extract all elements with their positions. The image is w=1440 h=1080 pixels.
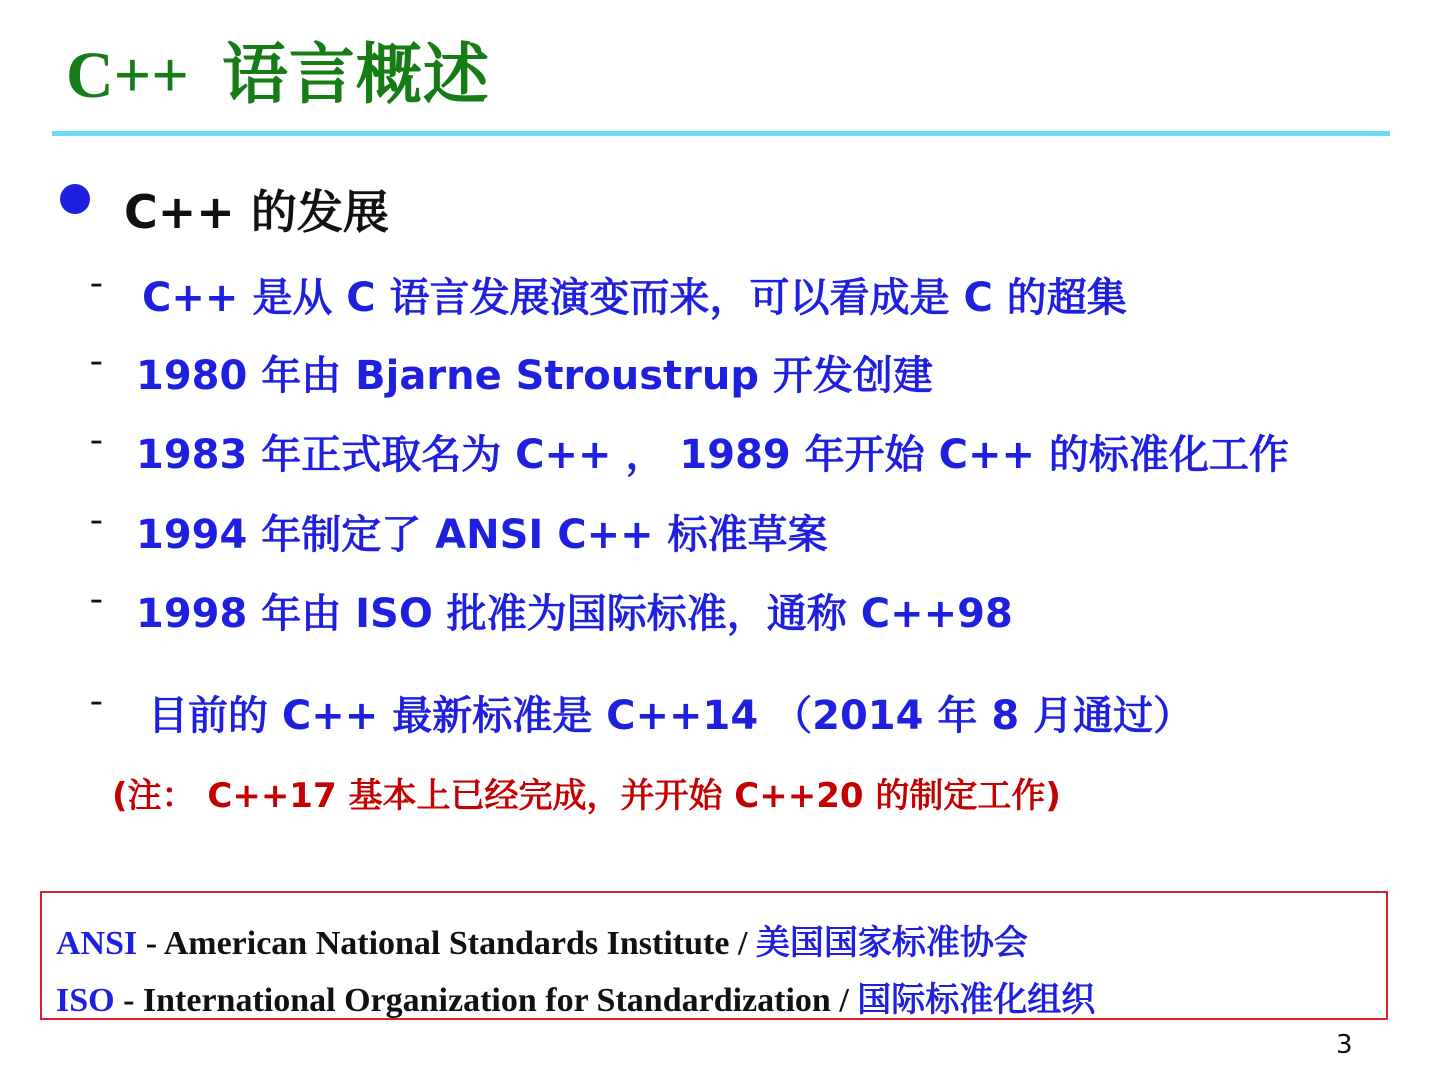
dash-marker: - — [90, 261, 103, 303]
definition-abbr: ANSI — [56, 925, 138, 962]
definition-zh: 美国国家标准协会 — [755, 923, 1028, 963]
section-heading: C++ 的发展 — [124, 185, 389, 239]
bullet-dot-icon — [60, 184, 90, 214]
dash-marker: - — [90, 339, 103, 381]
title-latin: C++ — [66, 39, 189, 112]
definition-text: - International Organization for Standardization / — [114, 982, 858, 1019]
definition-zh: 国际标准化组织 — [857, 980, 1096, 1020]
page-number: 3 — [1336, 1030, 1353, 1060]
definition-ansi — [56, 915, 1028, 964]
title-cjk: 语言概述 — [221, 36, 490, 113]
definition-iso — [56, 972, 1095, 1021]
dash-marker: - — [90, 577, 103, 619]
slide-title — [66, 30, 490, 121]
footnote: (注： C++17 基本上已经完成，并开始 C++20 的制定工作) — [112, 776, 1061, 816]
definitions-box — [40, 891, 1388, 1020]
title-divider — [52, 131, 1390, 136]
list-item-text: C++ 是从 C 语言发展演变而来，可以看成是 C 的超集 — [142, 275, 1127, 321]
list-item-text: 1998 年由 ISO 批准为国际标准，通称 C++98 — [136, 591, 1013, 637]
dash-marker: - — [90, 418, 103, 460]
list-item-text: 1980 年由 Bjarne Stroustrup 开发创建 — [136, 353, 933, 399]
list-item-text: 1994 年制定了 ANSI C++ 标准草案 — [136, 512, 828, 558]
dash-marker: - — [90, 498, 103, 540]
list-item-text: 目前的 C++ 最新标准是 C++14 （2014 年 8 月通过） — [148, 693, 1194, 739]
dash-marker: - — [90, 679, 103, 721]
definition-abbr: ISO — [56, 982, 115, 1019]
definition-text: - American National Standards Institute / — [137, 925, 756, 962]
list-item-text: 1983 年正式取名为 C++ ， 1989 年开始 C++ 的标准化工作 — [136, 432, 1289, 478]
